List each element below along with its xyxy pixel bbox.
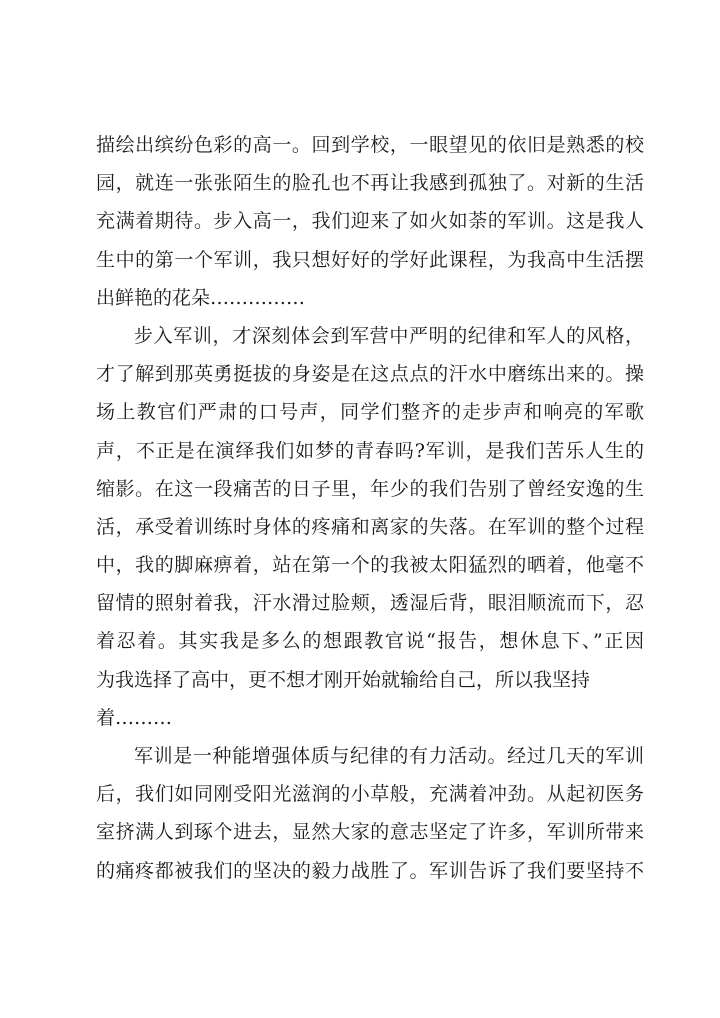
text-line: 着忍着。其实我是多么的想跟教官说“报告，想休息下、”正因 [96, 630, 644, 653]
text-line: 后，我们如同刚受阳光滋润的小草般，充满着冲劲。从起初医务 [96, 783, 644, 806]
text-line: 着……… [96, 706, 173, 729]
document-body [96, 126, 644, 890]
text-line: 中，我的脚麻痹着，站在第一个的我被太阳猛烈的晒着，他毫不 [96, 554, 644, 577]
text-line: 场上教官们严肃的口号声，同学们整齐的走步声和响亮的军歌 [96, 401, 644, 424]
text-line: 生中的第一个军训，我只想好好的学好此课程，为我高中生活摆 [96, 248, 644, 271]
text-line: 充满着期待。步入高一，我们迎来了如火如荼的军训。这是我人 [96, 210, 644, 233]
text-line: 留情的照射着我，汗水滑过脸颊，透湿后背，眼泪顺流而下，忍 [96, 592, 644, 615]
text-line: 才了解到那英勇挺拔的身姿是在这点点的汗水中磨练出来的。操 [96, 363, 644, 386]
text-line: 出鲜艳的花朵…………… [96, 286, 306, 309]
text-line: 室挤满人到琢个进去，显然大家的意志坚定了许多，军训所带来 [96, 821, 644, 844]
text-line: 步入军训，才深刻体会到军营中严明的纪律和军人的风格， [134, 324, 644, 347]
text-line: 园，就连一张张陌生的脸孔也不再让我感到孤独了。对新的生活 [96, 172, 644, 195]
text-line: 为我选择了高中，更不想才刚开始就输给自己，所以我坚持 [96, 668, 591, 691]
text-line: 缩影。在这一段痛苦的日子里，年少的我们告别了曾经安逸的生 [96, 477, 644, 500]
text-line: 声，不正是在演绎我们如梦的青春吗?军训，是我们苦乐人生的 [96, 439, 644, 462]
text-line: 描绘出缤纷色彩的高一。回到学校，一眼望见的依旧是熟悉的校 [96, 134, 644, 156]
text-line: 活，承受着训练时身体的疼痛和离家的失落。在军训的整个过程 [96, 515, 644, 538]
text-line: 军训是一种能增强体质与纪律的有力活动。经过几天的军训 [134, 745, 644, 767]
text-line: 的痛疼都被我们的坚决的毅力战胜了。军训告诉了我们要坚持不 [96, 859, 644, 882]
